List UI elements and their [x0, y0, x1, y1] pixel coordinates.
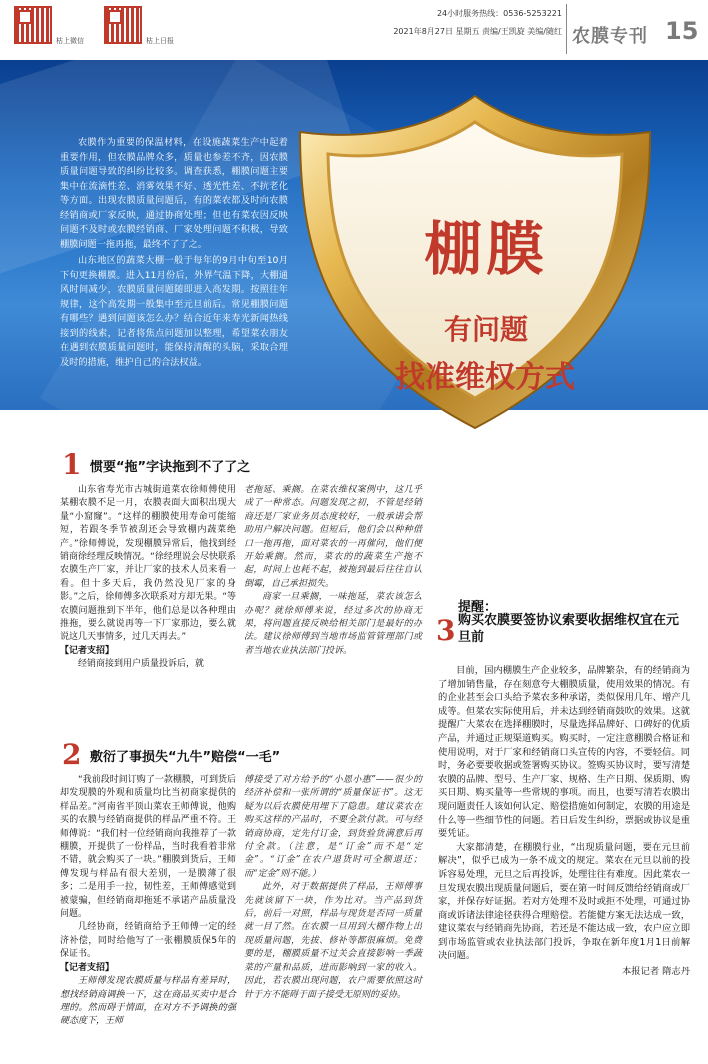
article-paragraph: 山东省寿光市古城街道菜农徐师傅使用某棚农膜不足一月，农膜表面大面积出现大量“小窟窿”。“这样的棚膜使用寿命可能缩短，若跟冬季节被刮还会导致棚内蔬菜绝产。”徐师傅说，发现棚膜异常后，他找到经销商徐经理反映情况。“徐经理说会尽快联系农膜生产厂家，并让厂家的技术人员来看一看。但十多天后，我仍然没见厂家的身影。”之后，徐师傅多次联系对方却无果。“等农膜问题推到下半年，他们总是以各种理由推拖，要么就说再等一下厂家那边，要么就说这几天事情多，过几天再去。” — [60, 485, 236, 643]
page-number: 15 — [665, 17, 699, 45]
section-title: 惯要“拖”字诀拖到不了了之 — [90, 460, 251, 475]
article-paragraph: 老拖延、乘搁。在菜农维权案例中，这几乎成了一种常态。问题发现之初，不管是经销商还是厂家业务员态度较好，一般承诺会帮助用户解决问题。但短后，他们会以种种借口一拖再拖，面对菜农的一再催问，他们便开始乘搁。然而，菜农的的蔬菜生产拖不起，时间上也耗不起，被拖到最后往往自认倒霉，自己承担损失。 — [244, 485, 422, 589]
intro-text — [60, 136, 288, 370]
headline-sub: 有问题 — [443, 313, 528, 346]
section-number: 2 — [62, 738, 82, 771]
reporter-signature: 本报记者 隋志丹 — [621, 966, 690, 978]
section-number: 1 — [62, 448, 82, 481]
article-paragraph: 几经协商，经销商给予王师傅一定的经济补偿，同时给他写了一张棚膜质保5年的保证书。 — [60, 922, 236, 960]
dateline: 2021年8月27日 星期五 责编/王凯旋 美编/随红 — [393, 27, 562, 36]
tip-label: 【记者支招】 — [60, 645, 115, 656]
article-paragraph: 经销商接到用户质量投诉后，就 — [78, 659, 205, 670]
article-paragraph: “我前段时间订购了一款棚膜，可到货后却发现膜的外观和质量均比当初商家提供的样品差。”河南省平顶山菜农王师傅说，他购买的农膜与经销商提供的样品严重不符。王师傅说：“我们村一位经销商向我推荐了一款棚膜，开提供了一份样品，当时我看着非常不错，就会购买了一块。”棚膜到货后，王师傅发现与样品有很大差别，一是膜薄了很多；二是用手一拉，韧性差，王师傅感觉到被蒙骗，但经销商却拖延不承诺产品质量没问题。 — [60, 775, 236, 920]
headline-sub2: 找准维权方式 — [395, 360, 575, 395]
reminder-label: 提醒： — [458, 600, 498, 615]
qr-code-icon — [14, 6, 52, 44]
section-1-right-column — [244, 484, 422, 658]
section-title: 购买农膜要签协议索要收据维权宜在元旦前 — [458, 613, 680, 645]
article-paragraph: 大家都清楚，在棚膜行业，“出现质量问题，要在元旦前解决”，似乎已成为一条不成文的规定。菜农在元旦以前的投诉容易处理，元旦之后再投诉，处理往往有难度。因此菜农一旦发现农膜出现质量问题后，要在第一时间反馈给经销商或厂家，并保存好证据。若对方处理不及时或拒不处理，可通过协商或诉诸法律途径获得合理赔偿。若能健方案无法达成一致，建议菜农与经销商先协商，若还是不能达成一致，农户应立即到市场监管或农业执法部门投诉，争取在新年度1月1日前解决问题。 — [438, 841, 690, 962]
right-column — [438, 664, 690, 979]
article-paragraph: 商家一旦乘搁，一味拖延，菜农该怎么办呢？就徐师傅来说，经过多次的协商无果，将问题直接反映给相关部门是最好的办法。建议徐师傅到当地市场监管管理部门或者当地农业执法部门投诉。 — [244, 592, 422, 656]
qr-label-wechat: 枯上微信 — [56, 37, 84, 45]
section-1-left-column — [60, 484, 236, 672]
section-brand: 农膜专刊 — [572, 26, 648, 47]
section-number: 3 — [436, 614, 456, 647]
intro-paragraph: 农膜作为重要的保温材料，在设施蔬菜生产中起着重要作用，但农膜品牌众多，质量也参差不齐，因农膜质量问题导致的纠纷比较多。调查获悉，棚膜问题主要集中在流滴性差、消雾效果不好、透光性差、不抗老化等方面。出现农膜质量问题后，有的菜农都及时向农膜经销商或厂家反映，通过协商处理；但也有菜农因反映问题不及时或农膜经销商、厂家处理问题不积极，导致棚膜问题一拖再拖，最终不了了之。 — [60, 137, 288, 250]
header-divider — [566, 4, 567, 54]
intro-paragraph: 山东地区的蔬菜大棚一般于每年的9月中旬至10月下旬更换棚膜。进入11月份后，外界气温下降，大棚通风时间减少，农膜质量问题随即进入高发期。按照往年规律，这个高发期一般集中至元旦前后。常见棚膜问题有哪些？遇到问题该怎么办？结合近年来寿光新闻热线接到的线索，记者将焦点问题加以整理，希望菜农朋友在遇到农膜质量问题时，能保持清醒的头脑，采取合理及时的措施，维护自己的合法权益。 — [60, 255, 288, 368]
section-title: 敷衍了事损失“九牛”赔偿“一毛” — [90, 750, 281, 765]
headline-main: 棚膜 — [423, 215, 548, 283]
section-2-left-column — [60, 774, 236, 1029]
hotline: 24小时服务热线：0536-5253221 — [436, 9, 562, 18]
tip-label: 【记者支招】 — [60, 962, 115, 973]
article-paragraph: 此外，对于数据提供了样品，王师傅事先就该留下一块，作为比对。当产品到货后，前后一对照，样品与现货是否同一质量就一目了然。在农膜一旦用到大棚作物上出现质量问题，先拔、修补等都很麻烦。免费要的是，棚膜质量不过关会直接影响一季蔬菜的产量和品质，进而影响到一家的收入。因此，若农膜出现问题，农户需要依照这时针于方不能碍于面子接受无原则的妥协。 — [244, 882, 422, 1000]
qr-label-daily: 枯上日报 — [146, 37, 174, 45]
article-paragraph: 目前，国内棚膜生产企业较多，品牌繁杂，有的经销商为了增加销售量，存在刻意夸大棚膜质量，使用效果的情况。有的企业甚至会口头给予菜农多种承诺，类似保用几年、增产几成等。但菜农实际使用后，并未达到经销商鼓吹的效果。这就提醒广大菜农在选择棚膜时，尽量选择品牌好、口碑好的优质产品，并通过正规渠道购买。购买时，一定注意棚膜合格证和使用说明，对于厂家和经销商口头宣传的内容，不要轻信。同时，务必要要收据或签署购买协议。签购买协议时，要写清楚农膜的品牌、型号、生产厂家、规格、生产日期、保质期、购买日期、购买量等一些常规的事项。而且，也要写清若农膜出现问题责任人该如何认定、赔偿措施如何制定，农膜的用途是什么等一些细节性的问题。若日后发生纠纷，票据或协议是重要凭证。 — [438, 665, 690, 840]
page-header — [0, 0, 708, 60]
article-paragraph: 傅接受了对方给予的“小恩小惠”——很少的经济补偿和一张所谓的“质量保证书”。这无疑为以后农膜使用埋下了隐患。建议菜农在购买这样的产品时，不要全款付款。可与经销商协商，定先付订金，到货验货满意后再付全款。（注意，是“订金”而不是“定金”。“订金”在农户退货时可全额退还；而“定金”则不能。） — [244, 775, 422, 879]
qr-code-icon — [104, 6, 142, 44]
section-2-right-column — [244, 774, 422, 1002]
article-paragraph: 王师傅发现农膜质量与样品有差异时，想找经销商调换一下，这在商品买卖中是合理的。然而碍于情面，在对方不予调换的强硬态度下，王师 — [60, 976, 236, 1027]
